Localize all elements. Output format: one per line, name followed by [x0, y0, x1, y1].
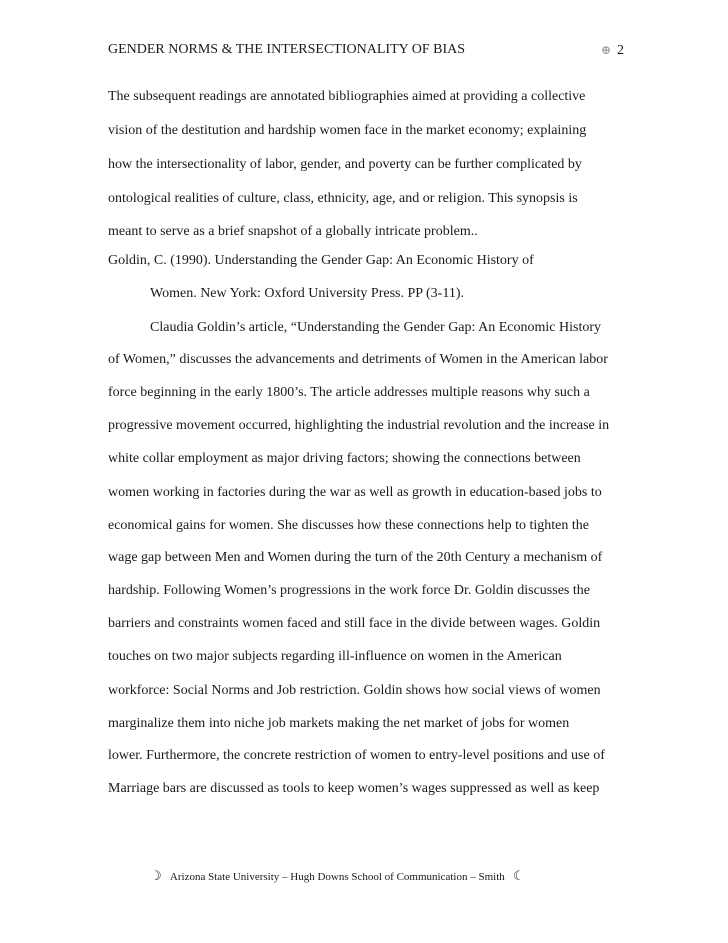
body-line: Marriage bars are discussed as tools to keep women’s wages suppressed as well as keep — [108, 781, 600, 796]
citation-line: Goldin, C. (1990). Understanding the Gender Gap: An Economic History of — [108, 253, 534, 268]
body-line: wage gap between Men and Women during the turn of the 20th Century a mechanism of — [108, 550, 603, 565]
right-flourish-icon: ☾ — [513, 868, 525, 883]
body-line: touches on two major subjects regarding ill-influence on women in the American — [108, 649, 562, 664]
body-line: force beginning in the early 1800’s. The article addresses multiple reasons why such a — [108, 385, 590, 400]
body-line: The subsequent readings are annotated bibliographies aimed at providing a collective — [108, 89, 586, 104]
body-line: barriers and constraints women faced and still face in the divide between wages. Goldin — [108, 616, 601, 631]
body-line: vision of the destitution and hardship women face in the market economy; explaining — [108, 123, 587, 138]
running-header — [108, 40, 624, 60]
body-line: how the intersectionality of labor, gender, and poverty can be further complicated by — [108, 157, 582, 172]
body-line: hardship. Following Women’s progressions in the work force Dr. Goldin discusses the — [108, 583, 590, 598]
body-line: of Women,” discusses the advancements and detriments of Women in the American labor — [108, 352, 608, 367]
body-line: workforce: Social Norms and Job restriction. Goldin shows how social views of women — [108, 683, 601, 698]
body-line: ontological realities of culture, class, ethnicity, age, and or religion. This synopsis is — [108, 191, 578, 206]
body-line: lower. Furthermore, the concrete restriction of women to entry-level positions and use of — [108, 748, 605, 763]
body-line: meant to serve as a brief snapshot of a globally intricate problem.. — [108, 224, 478, 239]
page-footer — [150, 867, 525, 886]
body-line: marginalize them into niche job markets making the net market of jobs for women — [108, 716, 570, 731]
body-line: white collar employment as major driving factors; showing the connections between — [108, 451, 581, 466]
page-number-group — [601, 40, 624, 61]
citation-line-indent: Women. New York: Oxford University Press. PP (3-11). — [150, 286, 464, 301]
page-number: 2 — [617, 43, 624, 58]
body-line: women working in factories during the war as well as growth in education-based jobs to — [108, 485, 602, 500]
body-line: economical gains for women. She discusses how these connections help to tighten the — [108, 518, 589, 533]
header-title: GENDER NORMS & THE INTERSECTIONALITY OF BIAS — [108, 42, 465, 57]
body-line: progressive movement occurred, highlighting the industrial revolution and the increase in — [108, 418, 610, 433]
left-flourish-icon: ☽ — [150, 868, 162, 883]
footer-text: Arizona State University – Hugh Downs School of Communication – Smith — [169, 871, 505, 883]
paragraph-first-line: Claudia Goldin’s article, “Understanding the Gender Gap: An Economic History — [150, 320, 602, 335]
page-marker-icon: ⊕ — [600, 43, 611, 57]
